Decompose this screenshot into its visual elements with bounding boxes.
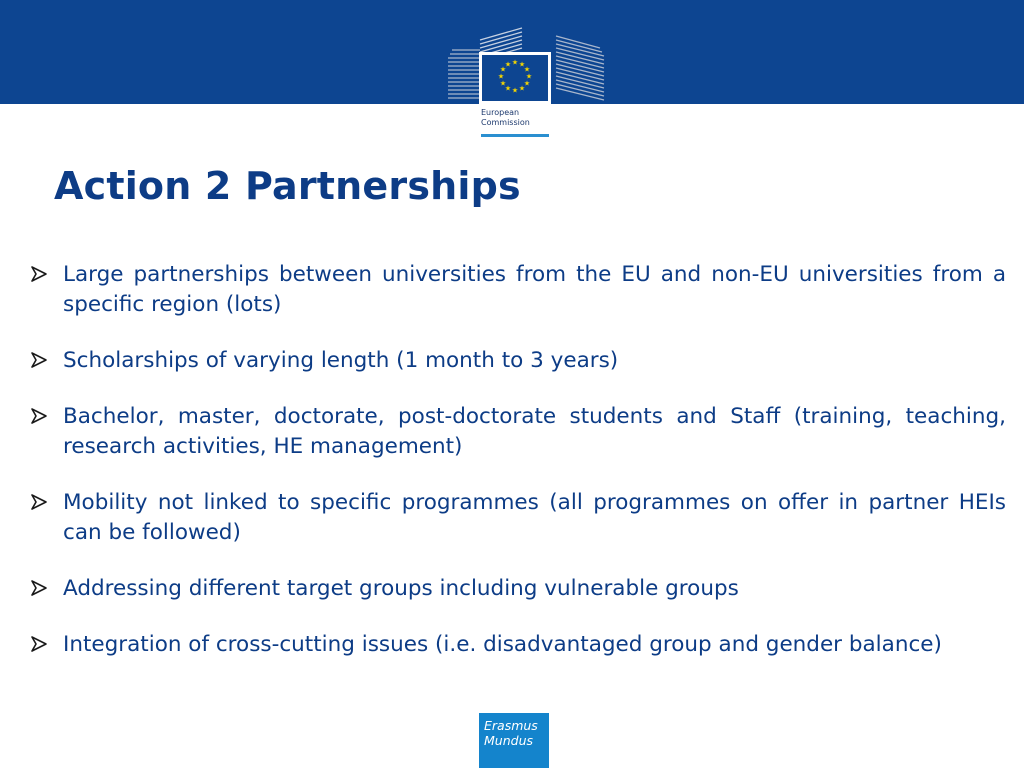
bullet-item <box>30 346 1006 376</box>
arrow-bullet-icon <box>30 407 48 425</box>
erasmus-mundus-wordmark: Erasmus Mundus <box>484 718 538 748</box>
erasmus-mundus-badge <box>479 713 549 768</box>
arrow-bullet-icon <box>30 579 48 597</box>
european-commission-logo <box>440 18 612 138</box>
svg-text:★: ★ <box>499 65 507 74</box>
svg-text:★: ★ <box>499 79 507 88</box>
svg-text:★: ★ <box>504 60 512 69</box>
bullet-item <box>30 260 1006 320</box>
svg-text:★: ★ <box>511 86 519 95</box>
bullet-text: Bachelor, master, doctorate, post-doctorate students and Staff (training, teaching, research activities, HE management) <box>63 404 1006 459</box>
svg-text:★: ★ <box>523 65 531 74</box>
arrow-bullet-icon <box>30 265 48 283</box>
bullet-text: Mobility not linked to specific programmes (all programmes on offer in partner HEIs can be followed) <box>63 490 1006 545</box>
svg-text:★: ★ <box>523 79 531 88</box>
svg-text:★: ★ <box>504 84 512 93</box>
bullet-item <box>30 402 1006 462</box>
arrow-bullet-icon <box>30 351 48 369</box>
svg-text:★: ★ <box>518 84 526 93</box>
ec-logo-underline <box>481 134 549 137</box>
bullet-list <box>30 260 1006 686</box>
bullet-text: Integration of cross-cutting issues (i.e. disadvantaged group and gender balance) <box>63 632 942 657</box>
bullet-item <box>30 488 1006 548</box>
arrow-bullet-icon <box>30 493 48 511</box>
bullet-text: Addressing different target groups including vulnerable groups <box>63 576 739 601</box>
arrow-bullet-icon <box>30 635 48 653</box>
ec-logo-caption: European Commission <box>481 108 530 127</box>
slide-title: Action 2 Partnerships <box>54 164 521 208</box>
svg-text:★: ★ <box>497 72 505 81</box>
bullet-item <box>30 574 1006 604</box>
bullet-text: Scholarships of varying length (1 month to 3 years) <box>63 348 619 373</box>
svg-text:★: ★ <box>511 58 519 67</box>
bullet-text: Large partnerships between universities from the EU and non-EU universities from a specific region (lots) <box>63 262 1006 317</box>
svg-text:★: ★ <box>518 60 526 69</box>
svg-text:★: ★ <box>525 72 533 81</box>
bullet-item <box>30 630 1006 660</box>
